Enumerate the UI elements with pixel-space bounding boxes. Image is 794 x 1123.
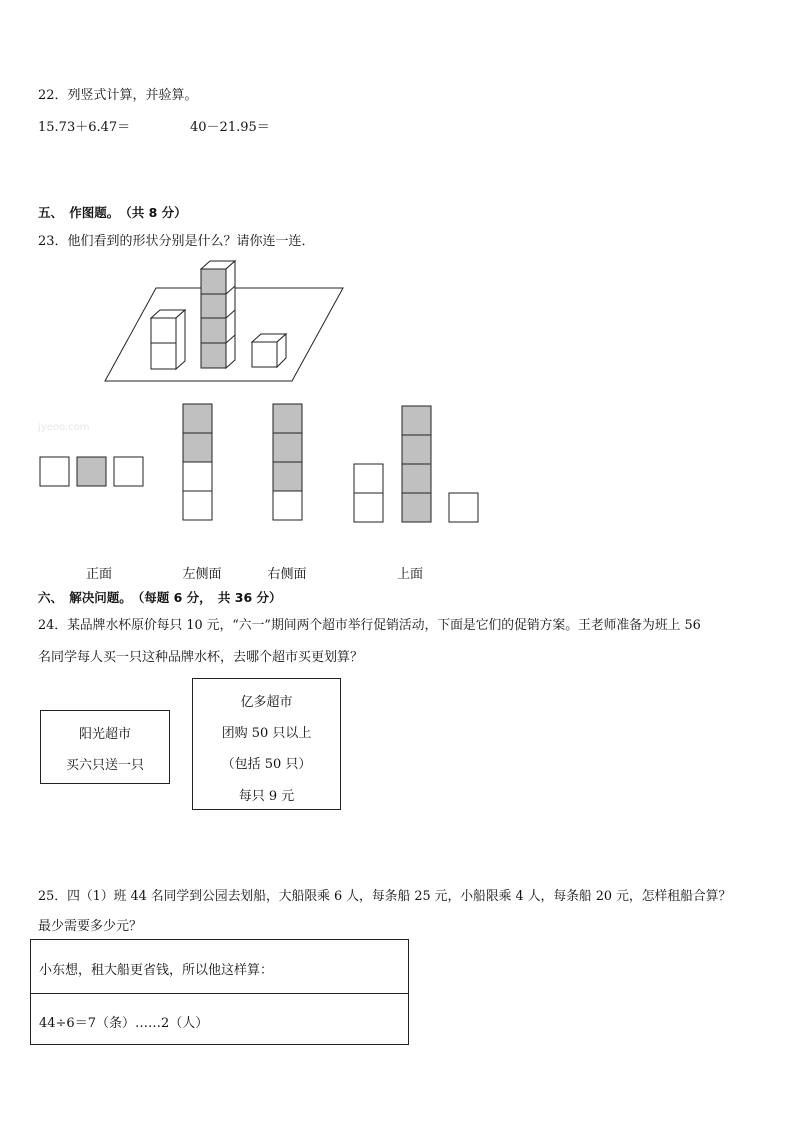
- store-b-name: 亿多超市: [240, 695, 293, 710]
- q25-table-divider: [31, 993, 408, 994]
- store-a-name: 阳光超市: [78, 727, 131, 742]
- q25-table-row-1: 小东想，租大船更省钱，所以他这样算：: [39, 963, 274, 978]
- cube-stack-left: [151, 310, 185, 369]
- watermark: jyeoo.com: [38, 422, 90, 433]
- q25-table-row-2: 44÷6＝7（条）……2（人）: [39, 1016, 209, 1031]
- q23-title: 23．他们看到的形状分别是什么？请你连一连．: [38, 234, 315, 249]
- q24-text-line2: 名同学每人买一只这种品牌水杯，去哪个超市买更划算？: [38, 650, 364, 665]
- store-b-line3: 每只 9 元: [238, 789, 295, 804]
- q25-text-line1: 25．四（1）班 44 名同学到公园去划船，大船限乘 6 人，每条船 25 元，小船限乘 4 人，每条船 20 元，怎样租船合算？: [38, 889, 732, 904]
- label-right-side: 右侧面: [267, 567, 307, 582]
- view-front: [40, 457, 143, 486]
- store-b-line2: （包括 50 只）: [221, 757, 312, 772]
- store-a-offer: 买六只送一只: [65, 758, 144, 773]
- store-b-line1: 团购 50 只以上: [221, 726, 312, 741]
- q22-expression-1: 15.73＋6.47＝: [38, 120, 131, 135]
- label-top: 上面: [396, 567, 423, 582]
- view-top: [354, 406, 478, 522]
- q25-table: [30, 939, 409, 1045]
- section-6-title: 六、 解决问题。 （每题 6 分， 共 36 分）: [38, 590, 282, 605]
- store-b-box: [192, 678, 341, 810]
- view-right-side: [273, 404, 302, 520]
- cube-single-right: [252, 334, 286, 367]
- label-front: 正面: [85, 567, 112, 582]
- q24-text-line1: 24．某品牌水杯原价每只 10 元，“六一”期间两个超市举行促销活动，下面是它们的促销方案。王老师准备为班上 56: [38, 618, 701, 633]
- cube-stack-middle: [201, 261, 235, 368]
- q22-title: 22．列竖式计算，并验算。: [38, 88, 198, 103]
- q22-expression-2: 40－21.95＝: [190, 120, 270, 135]
- label-left-side: 左侧面: [182, 567, 222, 582]
- section-5-title: 五、 作图题。 （共 8 分）: [38, 205, 187, 220]
- store-a-box: [40, 710, 170, 784]
- view-left-side: [183, 404, 212, 520]
- q25-text-line2: 最少需要多少元？: [38, 919, 143, 934]
